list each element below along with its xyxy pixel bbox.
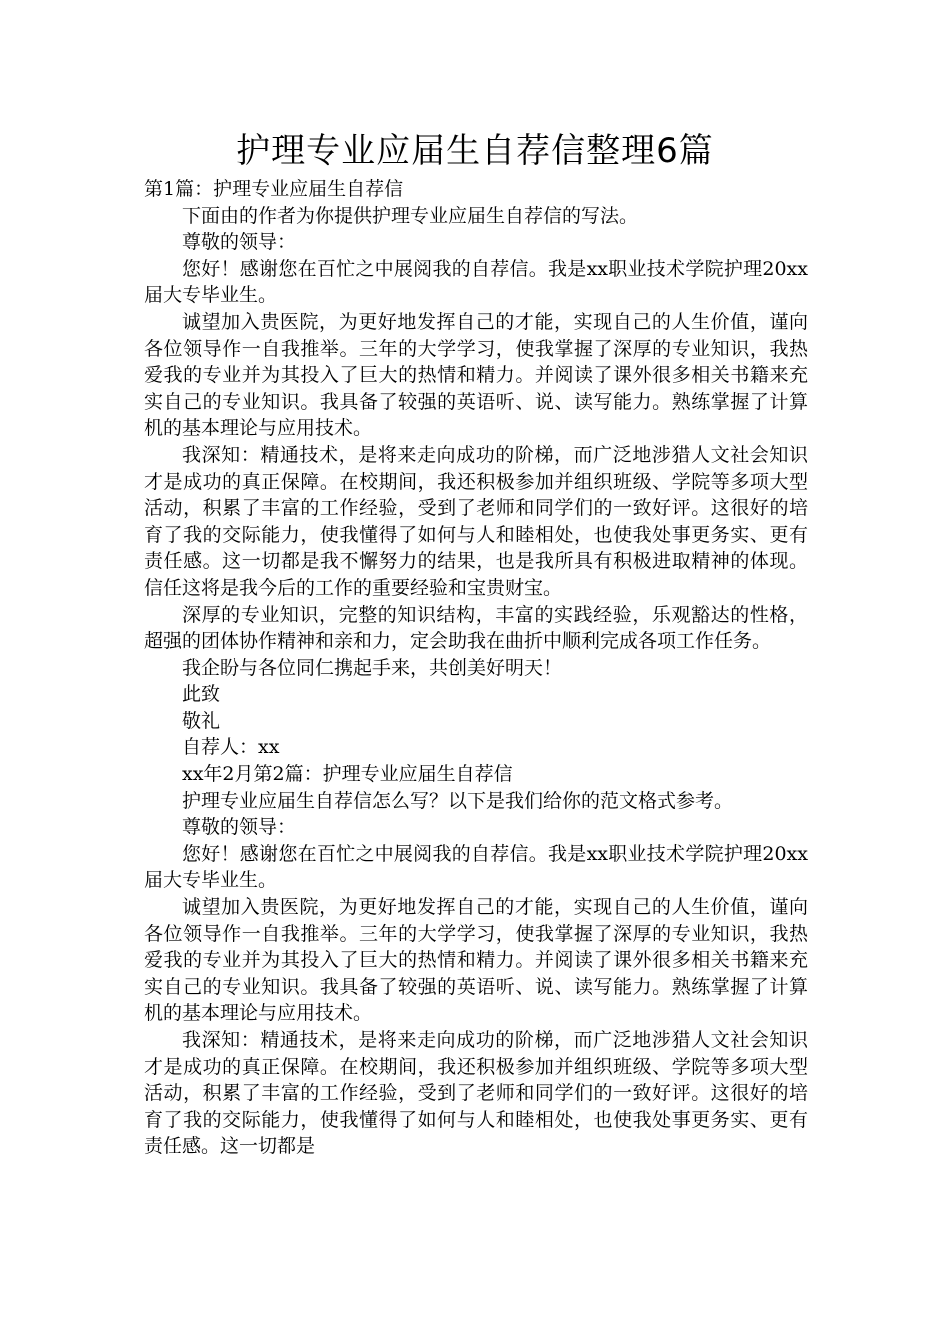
paragraph: 尊敬的领导： — [182, 231, 297, 254]
paragraph: 护理专业应届生自荐信怎么写？以下是我们给你的范文格式参考。 — [182, 789, 734, 812]
document-body — [144, 176, 808, 1160]
paragraph: 您好！感谢您在百忙之中展阅我的自荐信。我是xx职业技术学院护理20xx届大专毕业生。 — [144, 842, 808, 892]
paragraph: 敬礼 — [182, 709, 221, 732]
section-heading: 第1篇：护理专业应届生自荐信 — [144, 178, 404, 200]
paragraph: 您好！感谢您在百忙之中展阅我的自荐信。我是xx职业技术学院护理20xx届大专毕业生。 — [144, 257, 808, 307]
paragraph: 尊敬的领导： — [182, 816, 297, 839]
paragraph: 此致 — [182, 683, 221, 706]
paragraph: 我企盼与各位同仁携起手来，共创美好明天！ — [182, 656, 563, 679]
paragraph: 自荐人：xx — [182, 736, 280, 759]
paragraph: 我深知：精通技术，是将来走向成功的阶梯，而广泛地涉猎人文社会知识才是成功的真正保障。在校期间，我还积极参加并组织班级、学院等多项大型活动，积累了丰富的工作经验，受到了老师和同学们的一致好评。这很好的培育了我的交际能力，使我懂得了如何与人和睦相处，也使我处事更务实、更有责任感。这一切都是我不懈努力的结果，也是我所具有积极进取精神的体现。信任这将是我今后的工作的重要经验和宝贵财宝。 — [144, 443, 808, 599]
paragraph: 下面由的作者为你提供护理专业应届生自荐信的写法。 — [182, 204, 639, 227]
paragraph: 我深知：精通技术，是将来走向成功的阶梯，而广泛地涉猎人文社会知识才是成功的真正保障。在校期间，我还积极参加并组织班级、学院等多项大型活动，积累了丰富的工作经验，受到了老师和同学们的一致好评。这很好的培育了我的交际能力，使我懂得了如何与人和睦相处，也使我处事更务实、更有责任感。这一切都是 — [144, 1029, 808, 1158]
paragraph: 深厚的专业知识，完整的知识结构，丰富的实践经验，乐观豁达的性格，超强的团体协作精神和亲和力，定会助我在曲折中顺利完成各项工作任务。 — [144, 603, 808, 653]
paragraph: xx年2月第2篇：护理专业应届生自荐信 — [182, 763, 513, 786]
paragraph: 诚望加入贵医院，为更好地发挥自己的才能，实现自己的人生价值，谨向各位领导作一自我推举。三年的大学学习，使我掌握了深厚的专业知识，我热爱我的专业并为其投入了巨大的热情和精力。并阅读了课外很多相关书籍来充实自己的专业知识。我具备了较强的英语听、说、读写能力。熟练掌握了计算机的基本理论与应用技术。 — [144, 310, 808, 440]
document-title: 护理专业应届生自荐信整理6篇 — [236, 131, 714, 171]
paragraph: 诚望加入贵医院，为更好地发挥自己的才能，实现自己的人生价值，谨向各位领导作一自我推举。三年的大学学习，使我掌握了深厚的专业知识，我热爱我的专业并为其投入了巨大的热情和精力。并阅读了课外很多相关书籍来充实自己的专业知识。我具备了较强的英语听、说、读写能力。熟练掌握了计算机的基本理论与应用技术。 — [144, 896, 808, 1025]
